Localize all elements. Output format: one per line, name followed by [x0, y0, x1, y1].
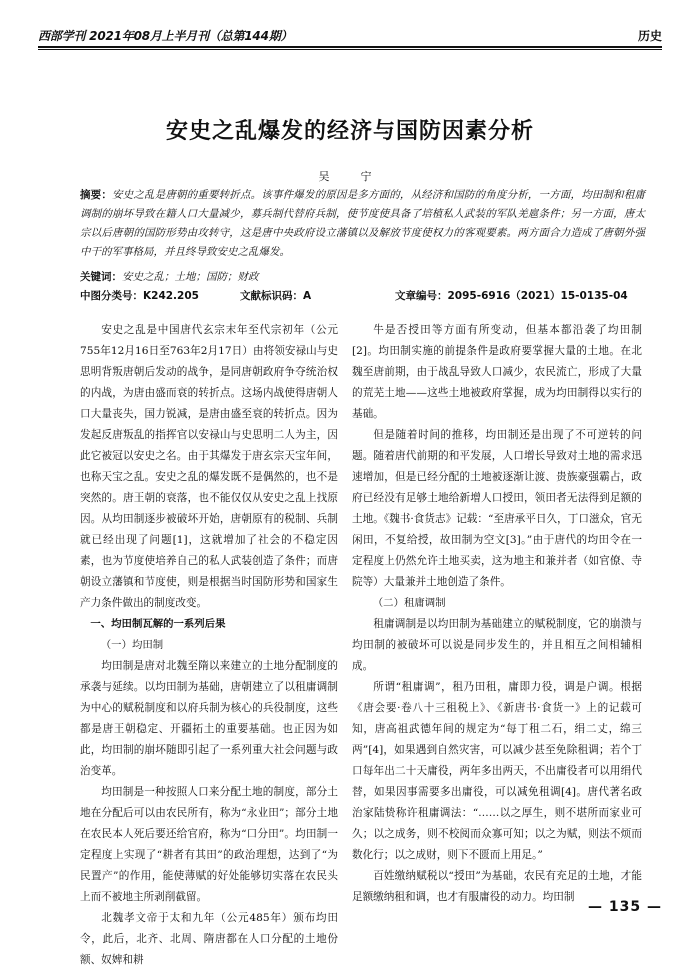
header-rule-thin: [38, 49, 662, 50]
abstract-label: 摘要：: [80, 189, 112, 201]
body-paragraph: 百姓缴纳赋税以“授田”为基础，农民有充足的土地，才能足额缴纳租和调，也才有服庸役的动力。均田制: [352, 870, 642, 903]
document-code: 文献标识码：A: [240, 290, 312, 302]
article-number: 文章编号：2095-6916（2021）15-0135-04: [395, 290, 628, 302]
body-paragraph: 所谓“租庸调”，租乃田租，庸即力役，调是户调。根据《唐会要·卷八十三租税上》、《新唐书·食货一》上的记载可知，唐高祖武德年间的规定为“每丁租二石，绢二丈，绵三两”[4]，如果遇到自然灾害，可以减少甚至免除租调；若个丁口每年出二十天庸役，两年多出两天，不出庸役者可以用绢代替，如果因事需要多出庸役，可以减免租调[4]。唐代著名政治家陆贽称许租庸调法：“……以之厚生，则不堪所而家业可久；以之成务，则不校阅而众寡可知；以之为赋，则法不烦而数化行；以之成财，则下不匮而上用足。”: [352, 681, 642, 861]
body-paragraph: 牛是否授田等方面有所变动，但基本都沿袭了均田制[2]。均田制实施的前提条件是政府要掌握大量的土地。在北魏至唐前期，由于战乱导致人口减少，农民流亡，形成了大量的荒芜土地——这些土地被政府掌握，成为均田制得以实行的基础。: [352, 324, 642, 420]
article-title: 安史之乱爆发的经济与国防因素分析: [165, 119, 534, 144]
body-paragraph: 均田制是唐对北魏至隋以来建立的土地分配制度的承袭与延续。以均田制为基础，唐朝建立了以租庸调制为中心的赋税制度和以府兵制为核心的兵役制度，这些都是唐王朝稳定、开疆拓土的重要基础。也正因为如此，均田制的崩坏随即引起了一系列重大社会问题与政治变革。: [80, 660, 338, 777]
clc-number: 中图分类号：K242.205: [80, 290, 199, 302]
journal-name: 西部学刊 2021年08月上半月刊（总第144期）: [38, 29, 293, 43]
keywords: [80, 268, 645, 287]
section-name: 历史: [637, 29, 662, 43]
body-paragraph: 但是随着时间的推移，均田制还是出现了不可逆转的问题。随着唐代前期的和平发展，人口增长导致对土地的需求迅速增加，但是已经分配的土地被逐渐让渡、贵族豪强霸占，政府已经没有足够土地给新增人口授田，领田者无法得到足额的土地。《魏书·食货志》记载：“至唐承平日久，丁口滋众，官无闲田，不复给授，故田制为空文[3]。”由于唐代的均田令在一定程度上仍然允许土地买卖，这为地主和兼并者（如官僚、寺院等）大量兼并土地创造了条件。: [352, 429, 642, 588]
body-column-left: [80, 320, 338, 971]
abstract: [80, 186, 645, 262]
header-rule: [38, 46, 662, 48]
subsection-heading: （二）租庸调制: [372, 597, 446, 609]
body-column-right: [352, 320, 642, 908]
author-name: 吴 宁: [318, 170, 382, 183]
page-number: — 135 —: [588, 899, 662, 915]
section-heading: 一、均田制瓦解的一系列后果: [90, 618, 226, 630]
running-header: [38, 24, 662, 44]
body-paragraph: 均田制是一种按照人口来分配土地的制度，部分土地在分配后可以由农民所有，称为“永业田”；部分土地在农民本人死后要还给官府，称为“口分田”。均田制一定程度上实现了“耕者有其田”的政治理想，达到了“为民置产”的作用，能使薄赋的好处能够切实落在农民头上而不被地主所剥削截留。: [80, 786, 338, 903]
keywords-text: 安史之乱；土地；国防；财政: [122, 271, 259, 283]
keywords-label: 关键词：: [80, 271, 122, 283]
subsection-heading: （一）均田制: [100, 639, 164, 651]
body-paragraph: 安史之乱是中国唐代玄宗末年至代宗初年（公元755年12月16日至763年2月17日）由将领安禄山与史思明背叛唐朝后发动的战争，是同唐朝政府争夺统治权的内战，为唐由盛而衰的转折点。这场内战使得唐朝人口大量丧失，国力锐减，是唐由盛至衰的转折点。因为发起反唐叛乱的指挥官以安禄山与史思明二人为主，因此它被冠以安史之名。由于其爆发于唐玄宗天宝年间，也称天宝之乱。安史之乱的爆发既不是偶然的，也不是突然的。唐王朝的衰落，也不能仅仅从安史之乱上找原因。从均田制逐步被破坏开始，唐朝原有的税制、兵制就已经出现了问题[1]，这就增加了社会的不稳定因素，也为节度使培养自己的私人武装创造了条件；而唐朝设立藩镇和节度使，则是根据当时国防形势和国家生产力条件做出的制度改变。: [80, 324, 338, 609]
abstract-text: 安史之乱是唐朝的重要转折点。该事件爆发的原因是多方面的，从经济和国防的角度分析，一方面，均田制和租庸调制的崩坏导致在籍人口大量减少，募兵制代替府兵制，使节度使具备了培植私人武装的军队羌扈条件；另一方面，唐太宗以后唐朝的国防形势由攻转守，这是唐中央政府设立藩镇以及解放节度使权力的客观要素。两方面合力造成了唐朝外强中干的军事格局，并且终导致安史之乱爆发。: [80, 189, 646, 258]
article-metadata: [80, 288, 645, 303]
body-paragraph: 租庸调制是以均田制为基础建立的赋税制度，它的崩溃与均田制的被破坏可以说是同步发生的，并且相互之间相辅相成。: [352, 618, 642, 672]
body-paragraph: 北魏孝文帝于太和九年（公元485年）颁布均田令，此后，北齐、北周、隋唐都在人口分配的土地份额、奴婢和耕: [80, 912, 338, 966]
